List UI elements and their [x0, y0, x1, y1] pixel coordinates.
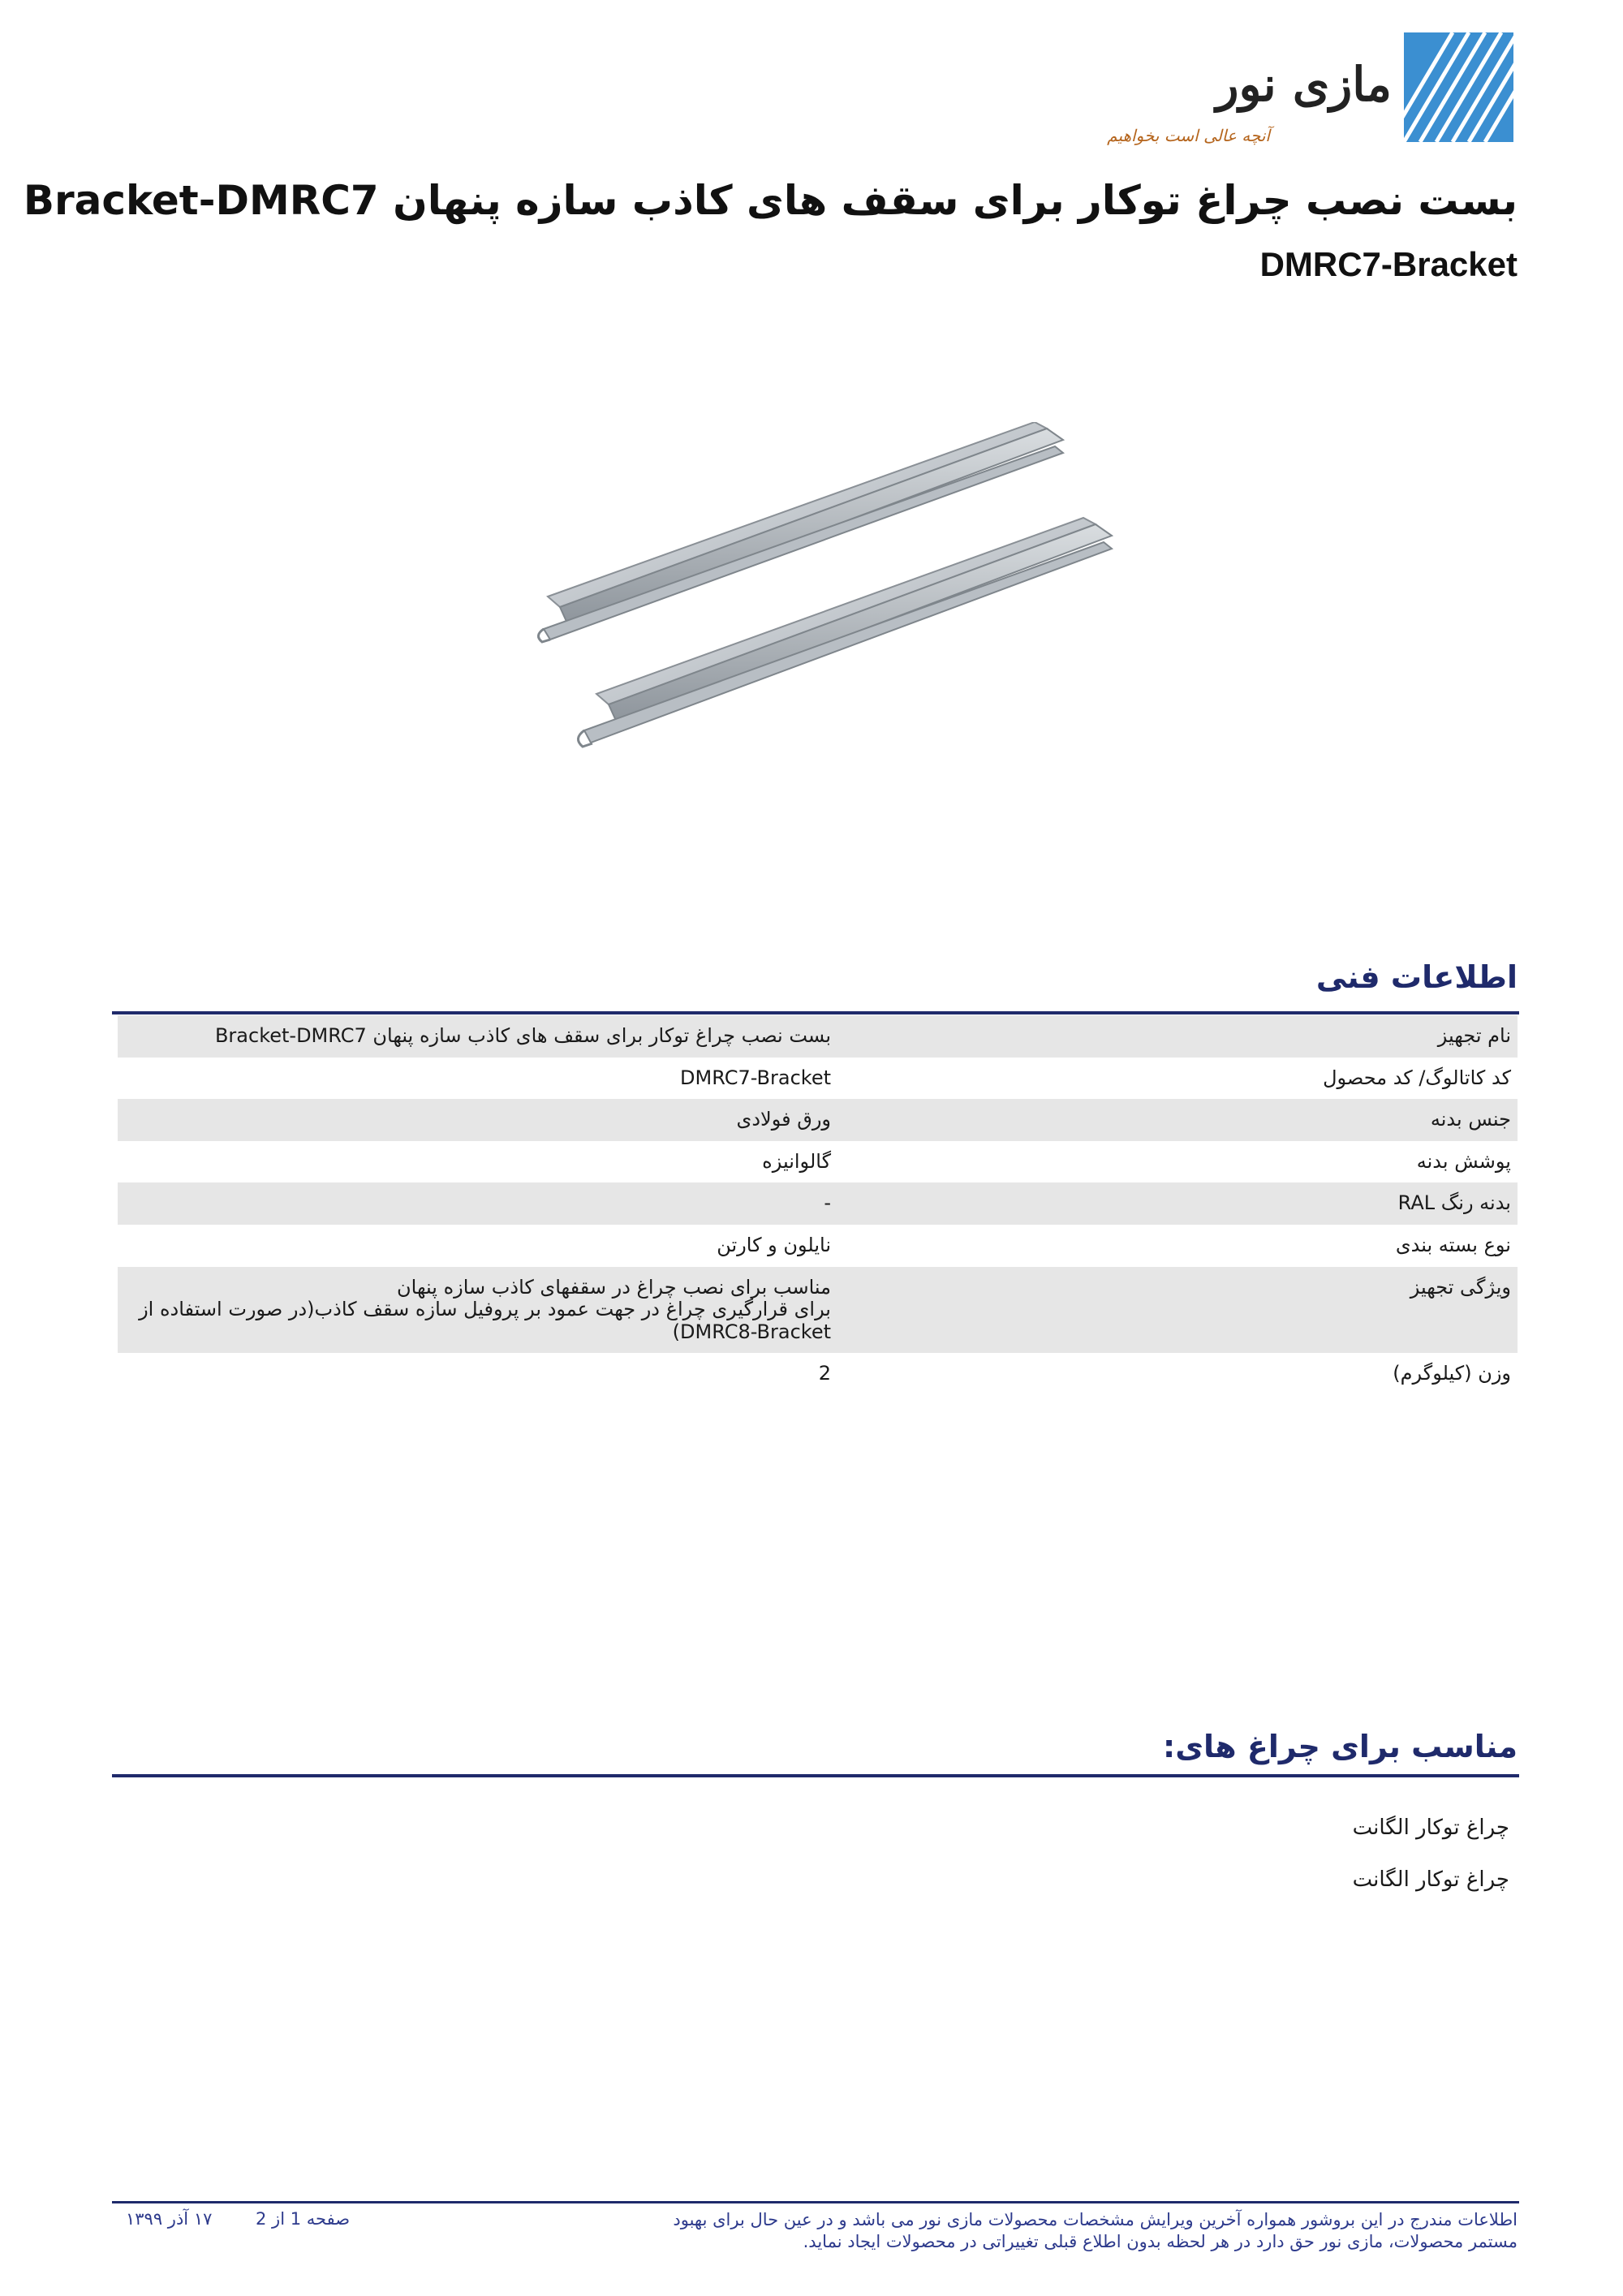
spec-value: مناسب برای نصب چراغ در سقفهای کاذب سازه پنهان برای قرارگیری چراغ در جهت عمود بر پروفیل سازه سقف کاذب(در صورت استفاده از DMRC8-Bracket)	[118, 1267, 842, 1354]
spec-label: وزن (کیلوگرم)	[1393, 1362, 1511, 1385]
suitable-divider	[112, 1774, 1519, 1777]
bracket-2	[578, 518, 1112, 747]
brand-logo	[1107, 32, 1513, 145]
spec-value: -	[118, 1182, 842, 1225]
table-row	[118, 1225, 1518, 1267]
table-row	[118, 1141, 1518, 1183]
brand-name: مازی نور	[1216, 57, 1392, 112]
list-item[interactable]: چراغ توکار الگانت	[1352, 1816, 1509, 1840]
list-item[interactable]: چراغ توکار الگانت	[1352, 1867, 1509, 1892]
suitable-heading: مناسب برای چراغ های:	[1163, 1729, 1518, 1764]
spec-label: ویژگی تجهیز	[842, 1267, 1518, 1354]
spec-label: بدنه رنگ RAL	[842, 1182, 1518, 1225]
page-number: صفحه 1 از 2	[256, 2209, 351, 2229]
spec-value: 2	[818, 1362, 831, 1385]
footer-date: ۱۷ آذر ۱۳۹۹	[126, 2209, 213, 2229]
page-title: بست نصب چراغ توکار برای سقف های کاذب سازه پنهان Bracket-DMRC7	[23, 177, 1518, 224]
spec-value: نایلون و کارتن	[717, 1233, 831, 1256]
footer-divider	[112, 2201, 1519, 2203]
spec-value: DMRC7-Bracket	[680, 1066, 831, 1089]
spec-label: جنس بدنه	[842, 1099, 1518, 1141]
table-row	[118, 1267, 1518, 1354]
spec-label: کد کاتالوگ/ کد محصول	[1323, 1066, 1511, 1089]
spec-label: نام تجهیز	[842, 1015, 1518, 1058]
spec-label: نوع بسته بندی	[1395, 1233, 1511, 1256]
spec-value: بست نصب چراغ توکار برای سقف های کاذب سازه پنهان Bracket-DMRC7	[118, 1015, 842, 1058]
bracket-1	[538, 422, 1063, 642]
spec-value: گالوانیزه	[762, 1149, 831, 1173]
spec-value: ورق فولادی	[118, 1099, 842, 1141]
table-row	[118, 1015, 1518, 1058]
footer-disclaimer: اطلاعات مندرج در این بروشور همواره آخرین ویرایش مشخصات محصولات مازی نور می باشد و در عین حال برای بهبود مستمر محصولات، مازی نور حق دارد در هر لحظه بدون اطلاع قبلی تغییراتی در محصولات ایجاد نماید.	[673, 2210, 1518, 2252]
product-image	[495, 422, 1144, 795]
specs-divider	[112, 1011, 1519, 1014]
product-code-title: DMRC7-Bracket	[1259, 245, 1518, 283]
brand-tagline: آنچه عالی است بخواهیم	[1107, 126, 1270, 145]
table-row	[118, 1058, 1518, 1100]
specs-heading: اطلاعات فنی	[1315, 959, 1518, 995]
suitable-list	[1353, 1814, 1509, 1918]
table-row	[118, 1182, 1518, 1225]
specs-table	[118, 1015, 1518, 1395]
spec-label: پوشش بدنه	[1416, 1149, 1511, 1173]
table-row	[118, 1099, 1518, 1141]
table-row	[118, 1353, 1518, 1395]
logo-mark-icon	[1404, 32, 1513, 142]
